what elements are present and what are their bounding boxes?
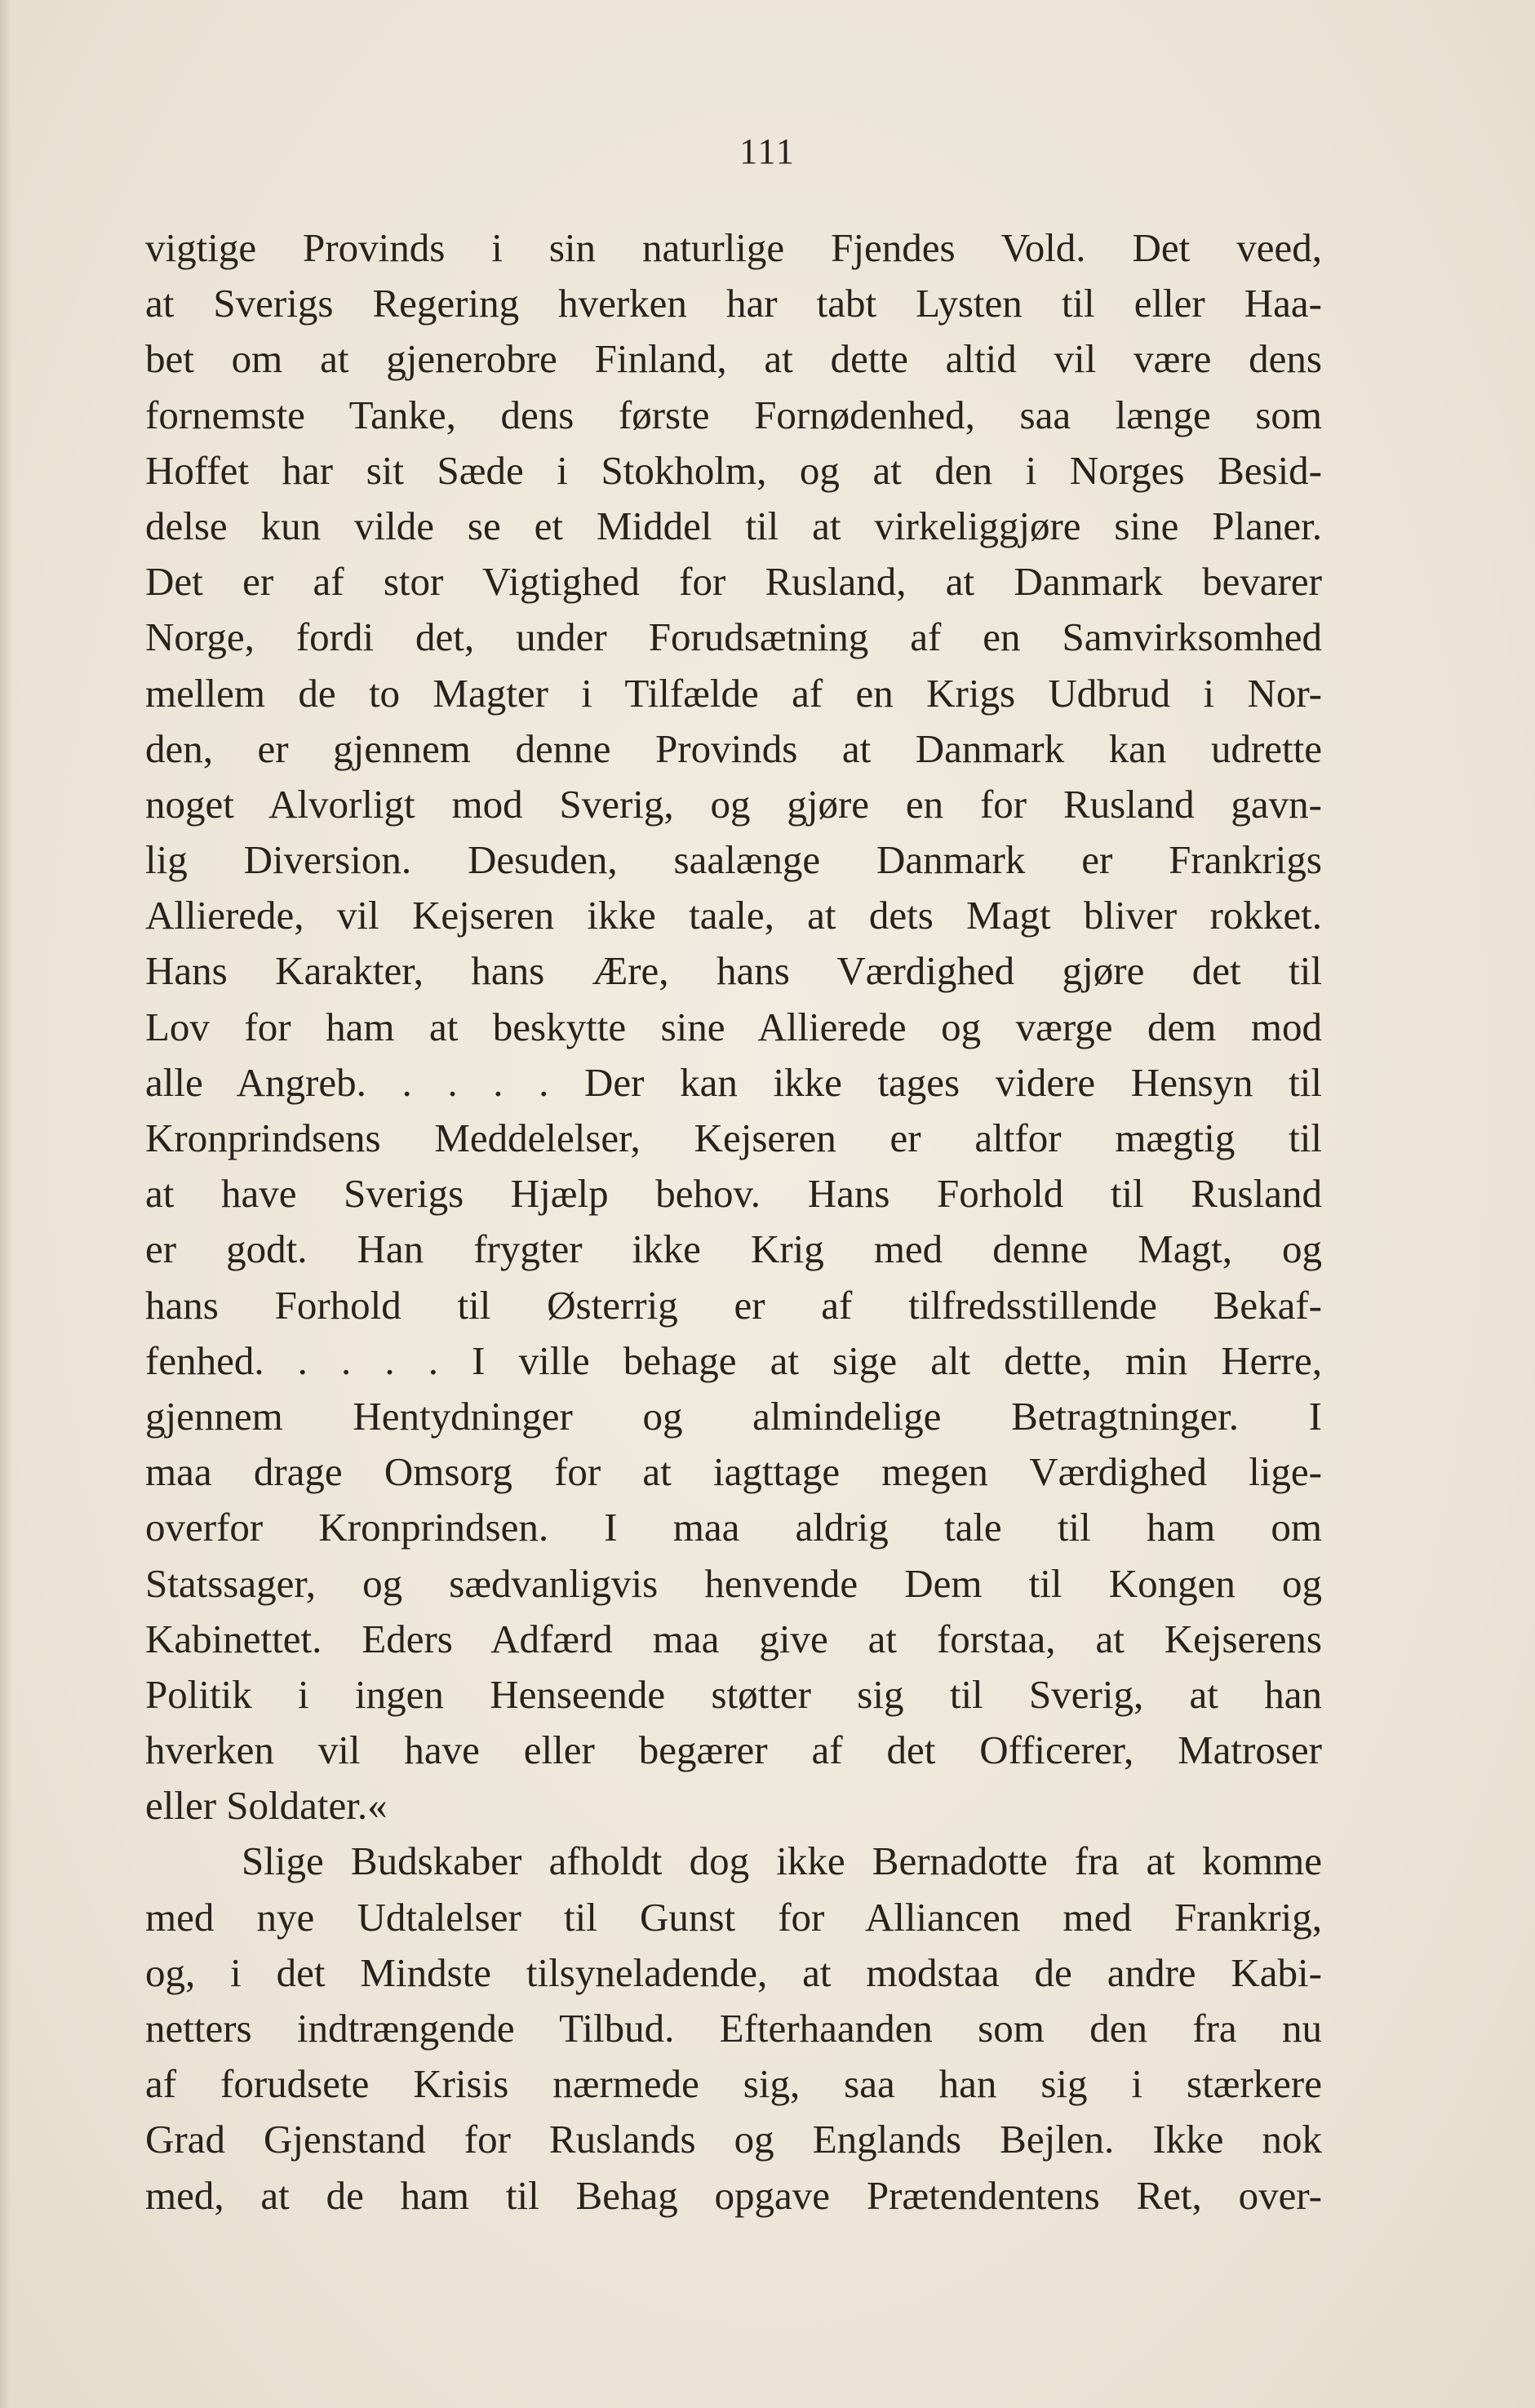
text-line: Norge, fordi det, under Forudsætning af en Samvirksomhed	[145, 614, 1322, 660]
text-line: fornemste Tanke, dens første Fornødenhed, saa længe som	[145, 392, 1322, 437]
text-line: af forudsete Krisis nærmede sig, saa han sig i stærkere	[145, 2061, 1322, 2107]
text-line: fenhed. . . . . I ville behage at sige alt dette, min Herre,	[145, 1337, 1322, 1383]
text-line: at have Sverigs Hjælp behov. Hans Forhold til Rusland	[145, 1171, 1322, 1217]
text-line: noget Alvorligt mod Sverig, og gjøre en for Rusland gavn-	[145, 781, 1322, 827]
text-line: Lov for ham at beskytte sine Allierede og værge dem mod	[145, 1004, 1322, 1049]
text-line: Grad Gjenstand for Ruslands og Englands Bejlen. Ikke nok	[145, 2117, 1322, 2162]
text-line: lig Diversion. Desuden, saalænge Danmark er Frankrigs	[145, 837, 1322, 883]
text-line: Hans Karakter, hans Ære, hans Værdighed gjøre det til	[145, 948, 1322, 994]
page-binding-edge	[0, 0, 11, 2408]
text-line: og, i det Mindste tilsyneladende, at modstaa de andre Kabi-	[145, 1949, 1322, 1995]
text-line: med, at de ham til Behag opgave Prætendentens Ret, over-	[145, 2172, 1322, 2218]
text-line: Politik i ingen Henseende støtter sig til Sverig, at han	[145, 1671, 1322, 1717]
body-text	[145, 220, 1322, 2224]
text-line: eller Soldater.«	[145, 1783, 388, 1829]
text-line: gjennem Hentydninger og almindelige Betragtninger. I	[145, 1393, 1322, 1439]
text-line: Kabinettet. Eders Adfærd maa give at forstaa, at Kejserens	[145, 1616, 1322, 1661]
text-line: hverken vil have eller begærer af det Officerer, Matroser	[145, 1727, 1322, 1773]
text-line: alle Angreb. . . . . Der kan ikke tages videre Hensyn til	[145, 1059, 1322, 1105]
text-line: Statssager, og sædvanligvis henvende Dem til Kongen og	[145, 1560, 1322, 1606]
text-line: at Sverigs Regering hverken har tabt Lysten til eller Haa-	[145, 281, 1322, 326]
text-line: bet om at gjenerobre Finland, at dette altid vil være dens	[145, 336, 1322, 382]
text-line: Det er af stor Vigtighed for Rusland, at Danmark bevarer	[145, 559, 1322, 605]
text-line: mellem de to Magter i Tilfælde af en Krigs Udbrud i Nor-	[145, 670, 1322, 716]
text-line: hans Forhold til Østerrig er af tilfredsstillende Bekaf-	[145, 1282, 1322, 1328]
text-line: vigtige Provinds i sin naturlige Fjendes Vold. Det veed,	[145, 225, 1322, 270]
paragraph-first-line: Slige Budskaber afholdt dog ikke Bernadotte fra at komme	[242, 1838, 1322, 1884]
text-line: Kronprindsens Meddelelser, Kejseren er altfor mægtig til	[145, 1115, 1322, 1160]
text-line: Allierede, vil Kejseren ikke taale, at dets Magt bliver rokket.	[145, 893, 1322, 938]
text-line: er godt. Han frygter ikke Krig med denne Magt, og	[145, 1226, 1322, 1272]
text-line: med nye Udtalelser til Gunst for Alliancen med Frankrig,	[145, 1894, 1322, 1940]
text-line: den, er gjennem denne Provinds at Danmark kan udrette	[145, 725, 1322, 771]
text-line: overfor Kronprindsen. I maa aldrig tale til ham om	[145, 1505, 1322, 1550]
text-line: delse kun vilde se et Middel til at virkeliggjøre sine Planer.	[145, 503, 1322, 548]
text-line: netters indtrængende Tilbud. Efterhaanden som den fra nu	[145, 2006, 1322, 2051]
text-line: maa drage Omsorg for at iagttage megen Værdighed lige-	[145, 1449, 1322, 1495]
page-number: 111	[739, 131, 796, 171]
text-line: Hoffet har sit Sæde i Stokholm, og at den i Norges Besid-	[145, 447, 1322, 493]
